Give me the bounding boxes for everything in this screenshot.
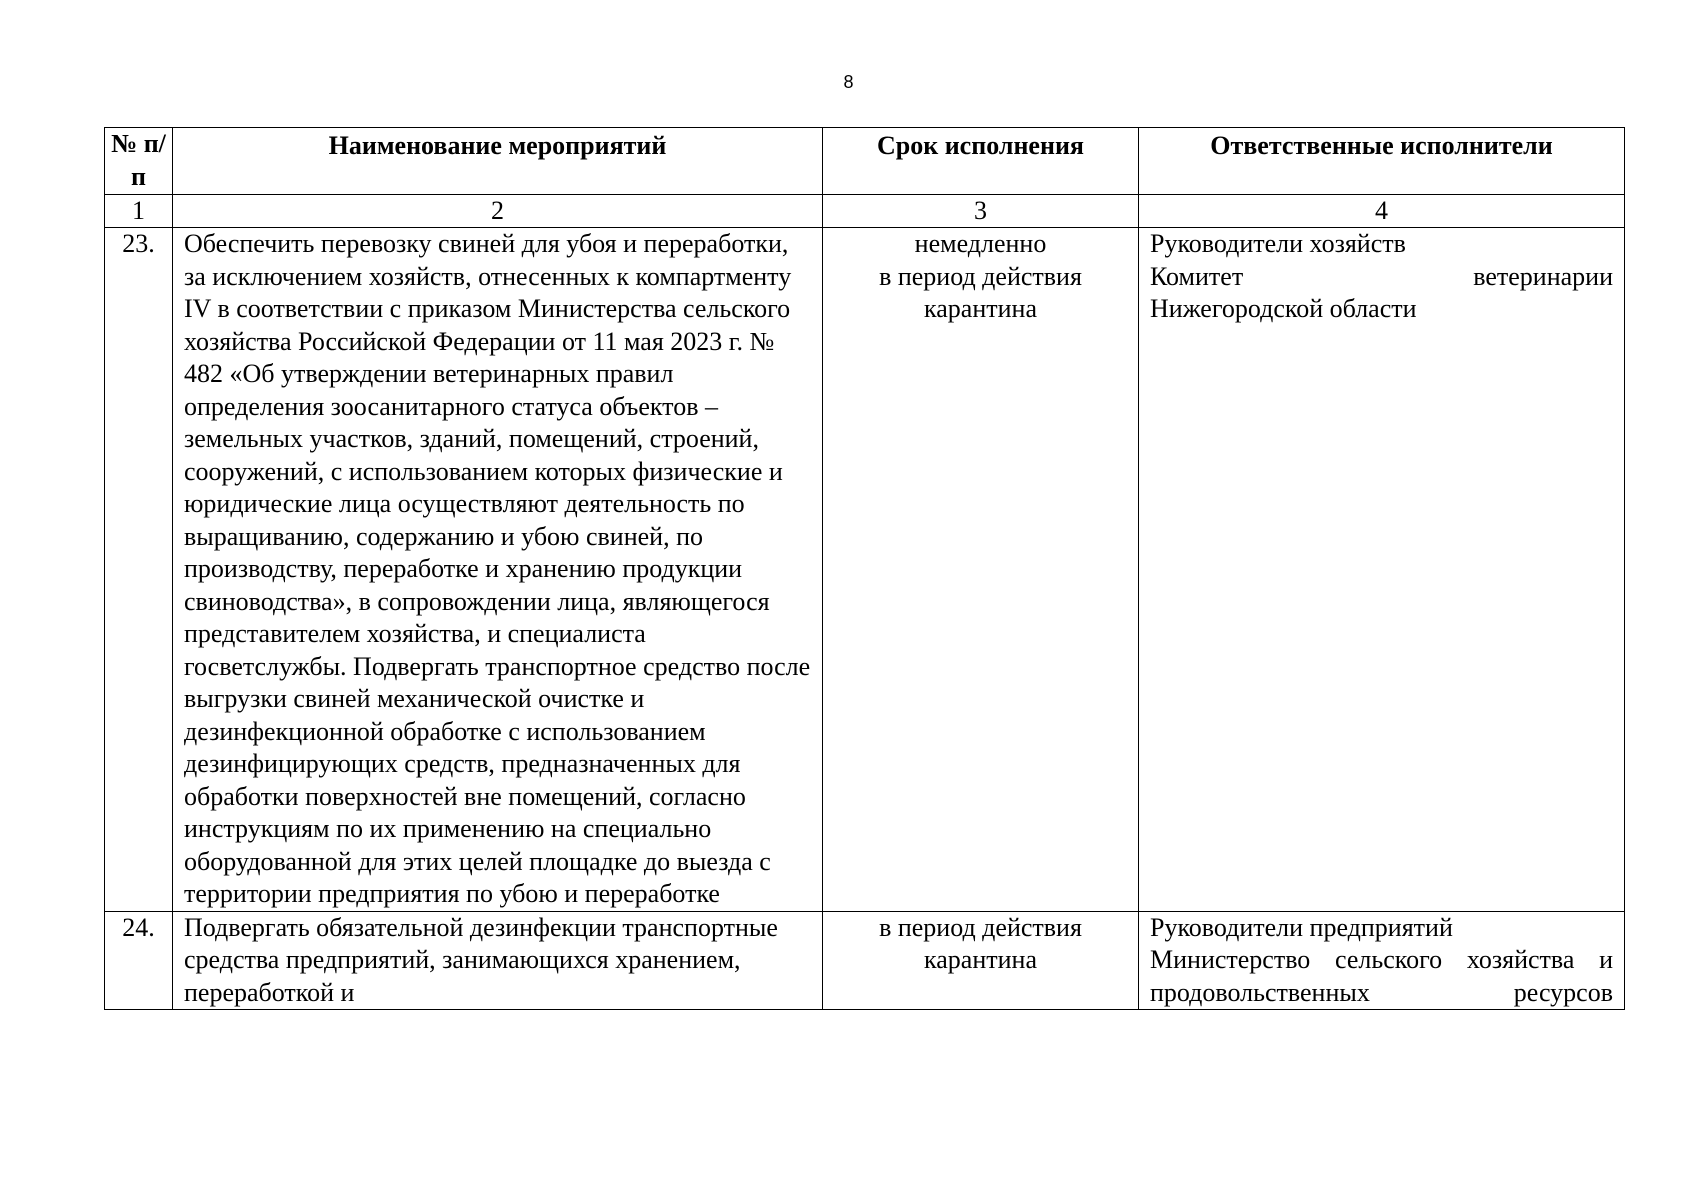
measures-table bbox=[104, 127, 1625, 1010]
column-number-3: 3 bbox=[823, 195, 1139, 228]
row-24-responsible bbox=[1139, 911, 1625, 1009]
column-number-4: 4 bbox=[1139, 195, 1625, 228]
row-24-term-text: в период действия карантина bbox=[879, 912, 1082, 974]
row-23-term-line1: немедленно bbox=[914, 229, 1047, 258]
header-responsible: Ответственные исполнители bbox=[1139, 128, 1625, 195]
row-23-name-para2: Подвергать транспортное средство после выгрузки свиней механической очистке и дезинфекционной обработке с использованием дезинфицирующих средств, предназначенных для обработки поверхностей вне помещений, согласно инструкциям по их применению на специально оборудованной для этих целей площадке до выезда с территории предприятия по убою и переработке bbox=[184, 651, 811, 908]
table-header-row bbox=[105, 128, 1625, 195]
row-24-responsible-line2: Министерство сельского хозяйства и продовольственных ресурсов bbox=[1150, 945, 1613, 1007]
page-number: 8 bbox=[843, 72, 854, 92]
row-23-responsible-line2: Комитет ветеринарии bbox=[1150, 261, 1613, 291]
row-23-responsible-line1: Руководители хозяйств bbox=[1150, 229, 1406, 258]
row-23-name-para1: Обеспечить перевозку свиней для убоя и переработки, за исключением хозяйств, отнесенных к компартменту IV в соответствии с приказом Министерства сельского хозяйства Российской Федерации от 11 мая 2023 г. № 482 «Об утверждении ветеринарных правил определения зоосанитарного статуса объектов – земельных участков, зданий, помещений, строений, сооружений, с использованием которых физические и юридические лица осуществляют деятельность по выращиванию, содержанию и убою свиней, по производству, переработке и хранению продукции свиноводства», в сопровождении лица, являющегося представителем хозяйства, и специалиста госветслужбы. bbox=[184, 229, 792, 681]
row-23-term bbox=[823, 228, 1139, 912]
header-num-text: № п/п bbox=[111, 129, 166, 191]
column-number-row bbox=[105, 195, 1625, 228]
column-number-1: 1 bbox=[105, 195, 173, 228]
row-24-term bbox=[823, 911, 1139, 1009]
table-row-24 bbox=[105, 911, 1625, 1009]
row-24-name bbox=[173, 911, 823, 1009]
row-24-num: 24. bbox=[105, 911, 173, 1009]
row-23-responsible bbox=[1139, 228, 1625, 912]
header-term: Срок исполнения bbox=[823, 128, 1139, 195]
row-23-num: 23. bbox=[105, 228, 173, 912]
header-num bbox=[105, 128, 173, 195]
row-23-responsible-line3: Нижегородской области bbox=[1150, 294, 1417, 323]
row-23-name bbox=[173, 228, 823, 912]
header-name: Наименование мероприятий bbox=[173, 128, 823, 195]
row-24-responsible-line1: Руководители предприятий bbox=[1150, 912, 1453, 942]
column-number-2: 2 bbox=[173, 195, 823, 228]
row-24-name-text: Подвергать обязательной дезинфекции транспортные средства предприятий, занимающихся хранением, переработкой и bbox=[184, 912, 778, 1007]
row-23-term-line2: в период действия карантина bbox=[879, 261, 1082, 323]
table-row-23 bbox=[105, 228, 1625, 912]
